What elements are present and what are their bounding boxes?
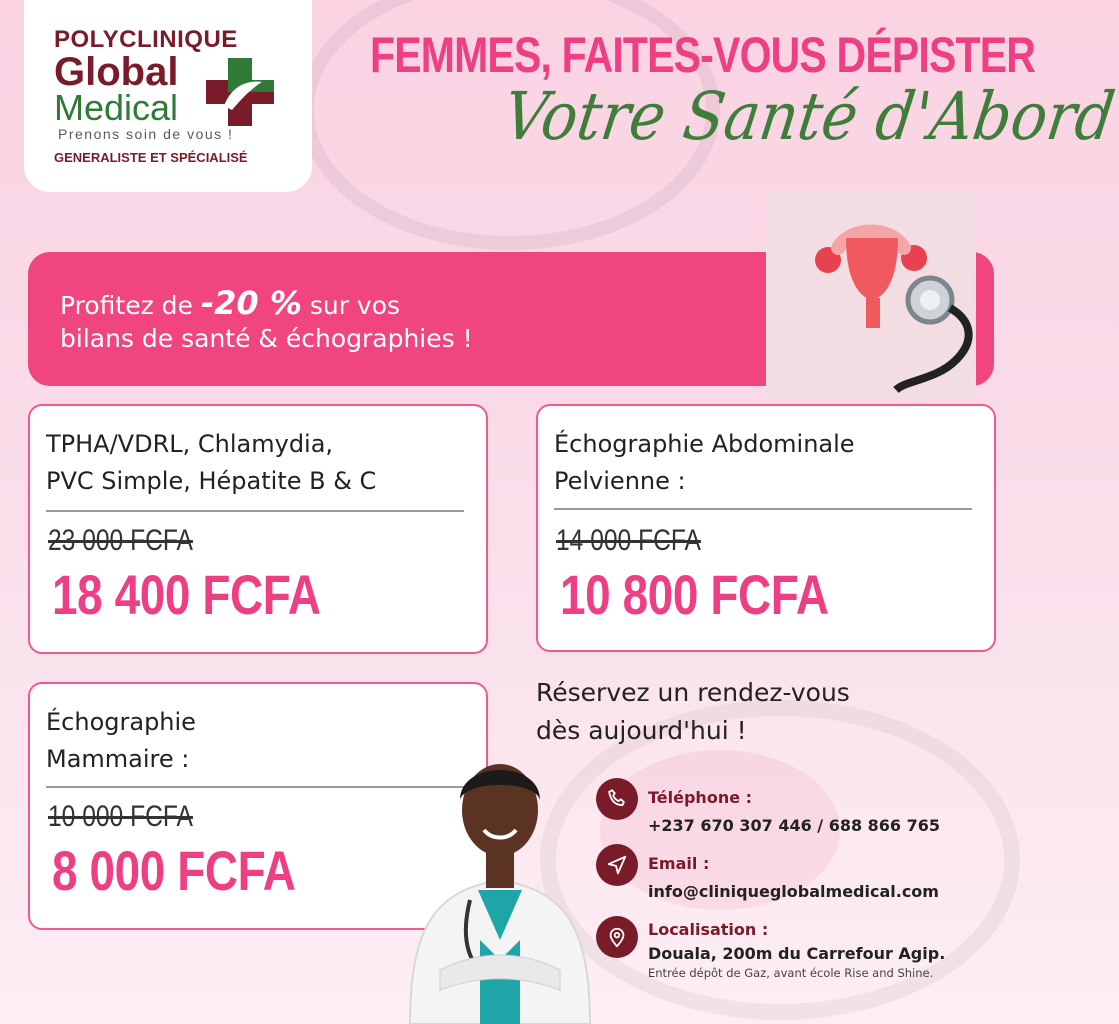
promo-line-1 [60,284,400,322]
new-price: 18 400 FCFA [52,563,321,626]
logo-card [24,0,312,192]
promo-prefix: Profitez de [60,291,201,320]
old-price: 10 000 FCFA [48,800,193,833]
logo-polyclinique: POLYCLINIQUE [54,26,238,53]
offer-title-line-2: Mammaire : [46,745,190,773]
location-pin-icon [596,916,638,958]
script-subtitle: Votre Santé d'Abord [499,78,1119,155]
logo-subtitle: GENERALISTE ET SPÉCIALISÉ [54,150,248,165]
new-price: 8 000 FCFA [52,839,296,902]
logo-medical: Medical [54,87,179,128]
contact-label: Localisation : [648,920,769,939]
contact-label: Téléphone : [648,788,753,807]
contact-label: Email : [648,854,710,873]
divider [554,508,972,510]
cta-line-2: dès aujourd'hui ! [536,716,747,745]
logo-tagline: Prenons soin de vous ! [58,126,234,142]
old-price: 23 000 FCFA [48,524,193,557]
offer-title-line-1: Échographie Abdominale [554,430,855,458]
send-icon [596,844,638,886]
phone-icon [596,778,638,820]
uterus-stethoscope-icon [766,190,976,400]
cta-line-1: Réservez un rendez-vous [536,678,850,707]
uterus-illustration [766,190,976,400]
contact-value: Douala, 200m du Carrefour Agip. [648,944,946,963]
cta-text [536,674,850,750]
offer-card-abdominal-ultrasound [536,404,996,652]
contact-value: info@cliniqueglobalmedical.com [648,882,939,901]
divider [46,510,464,512]
promo-discount: -20 % [200,284,302,322]
contact-note: Entrée dépôt de Gaz, avant école Rise and Shine. [648,966,934,980]
promo-suffix: sur vos [301,291,401,320]
offer-card-std-tests [28,404,488,654]
offer-title-line-2: Pelvienne : [554,467,686,495]
contact-value: +237 670 307 446 / 688 866 765 [648,816,941,835]
offer-title [46,704,196,778]
new-price: 10 800 FCFA [560,563,829,626]
offer-title-line-1: Échographie [46,708,196,736]
medical-cross-icon [202,54,278,130]
offer-title [46,426,376,500]
logo-global: Global [54,50,179,94]
offer-title-line-1: TPHA/VDRL, Chlamydia, [46,430,334,458]
old-price: 14 000 FCFA [556,524,701,557]
doctor-photo [400,740,600,1024]
offer-title-line-2: PVC Simple, Hépatite B & C [46,467,377,495]
offer-title [554,426,855,500]
page-title: FEMMES, FAITES-VOUS DÉPISTER [370,27,1036,83]
promo-line-2: bilans de santé & échographies ! [60,324,473,353]
